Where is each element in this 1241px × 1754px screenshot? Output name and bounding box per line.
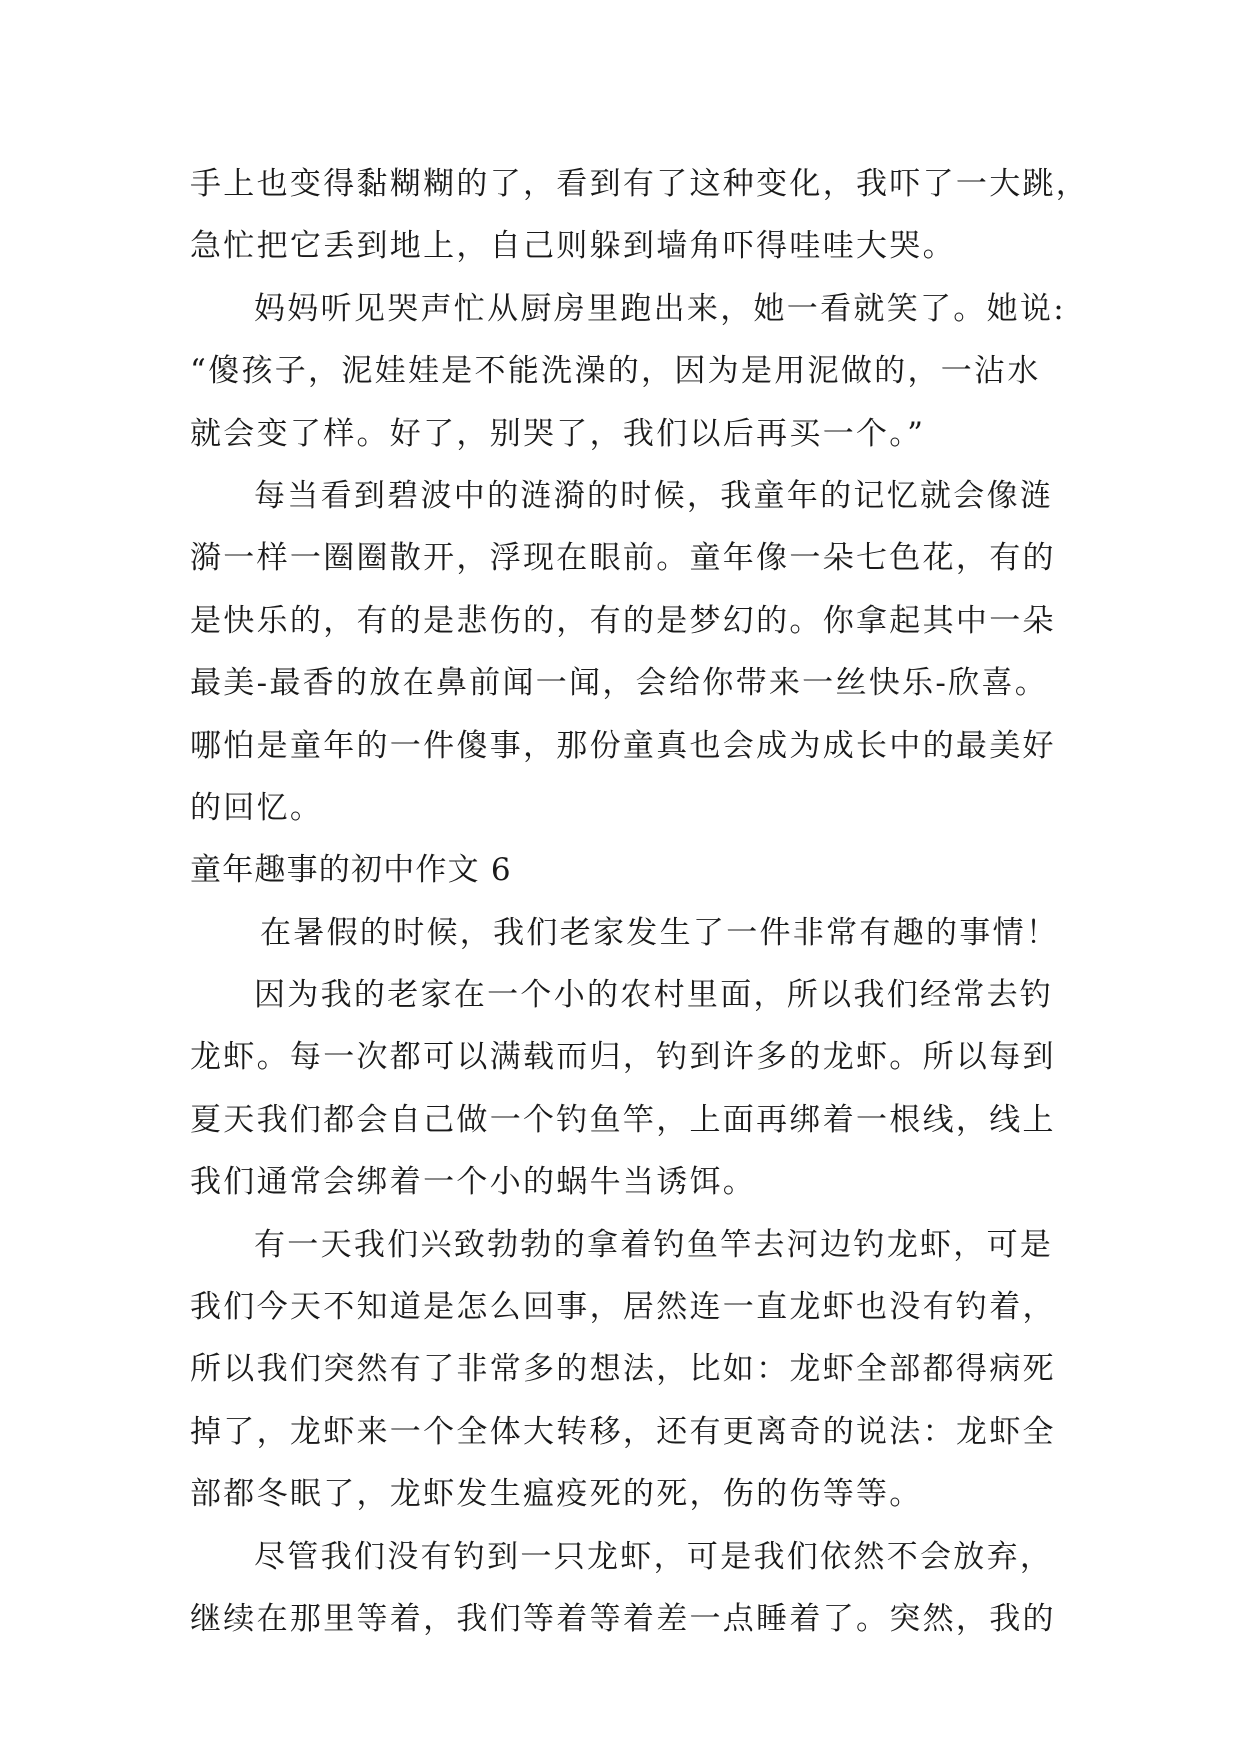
text-line: 在暑假的时候，我们老家发生了一件非常有趣的事情！ xyxy=(260,914,1060,951)
text-line: 尽管我们没有钓到一只龙虾，可是我们依然不会放弃， xyxy=(254,1538,1054,1575)
text-line: 我们今天不知道是怎么回事，居然连一直龙虾也没有钓着， xyxy=(190,1289,1056,1326)
text-line: 是快乐的，有的是悲伤的，有的是梦幻的。你拿起其中一朵 xyxy=(190,602,1056,639)
text-line: 所以我们突然有了非常多的想法，比如：龙虾全部都得病死 xyxy=(190,1351,1056,1388)
text-line: 继续在那里等着，我们等着等着差一点睡着了。突然，我的 xyxy=(190,1600,1056,1637)
text-line: 急忙把它丢到地上，自己则躲到墙角吓得哇哇大哭。 xyxy=(190,228,956,265)
text-line: 部都冬眠了，龙虾发生瘟疫死的死，伤的伤等等。 xyxy=(190,1476,923,1513)
text-line: 我们通常会绑着一个小的蜗牛当诱饵。 xyxy=(190,1164,757,1201)
text-line: 漪一样一圈圈散开，浮现在眼前。童年像一朵七色花，有的 xyxy=(190,540,1056,577)
text-line: 每当看到碧波中的涟漪的时候，我童年的记忆就会像涟 xyxy=(254,477,1054,514)
text-line: 就会变了样。好了，别哭了，我们以后再买一个。” xyxy=(190,415,926,452)
text-line: 有一天我们兴致勃勃的拿着钓鱼竿去河边钓龙虾，可是 xyxy=(254,1226,1054,1263)
text-line: 哪怕是童年的一件傻事，那份童真也会成为成长中的最美好 xyxy=(190,727,1056,764)
text-line: 龙虾。每一次都可以满载而归，钓到许多的龙虾。所以每到 xyxy=(190,1039,1056,1076)
text-line: 掉了，龙虾来一个全体大转移，还有更离奇的说法：龙虾全 xyxy=(190,1413,1056,1450)
text-line: 妈妈听见哭声忙从厨房里跑出来，她一看就笑了。她说: xyxy=(254,290,1066,327)
text-line: 夏天我们都会自己做一个钓鱼竿，上面再绑着一根线，线上 xyxy=(190,1101,1056,1138)
text-line: 最美-最香的放在鼻前闻一闻，会给你带来一丝快乐-欣喜。 xyxy=(190,665,1049,702)
essay-text xyxy=(190,153,1090,1650)
text-line: “傻孩子，泥娃娃是不能洗澡的，因为是用泥做的，一沾水 xyxy=(190,353,1041,390)
text-line: 手上也变得黏糊糊的了，看到有了这种变化，我吓了一大跳， xyxy=(190,166,1090,202)
text-line: 因为我的老家在一个小的农村里面，所以我们经常去钓 xyxy=(254,977,1054,1014)
text-line: 的回忆。 xyxy=(190,789,324,826)
section-heading: 童年趣事的初中作文 6 xyxy=(190,852,512,889)
